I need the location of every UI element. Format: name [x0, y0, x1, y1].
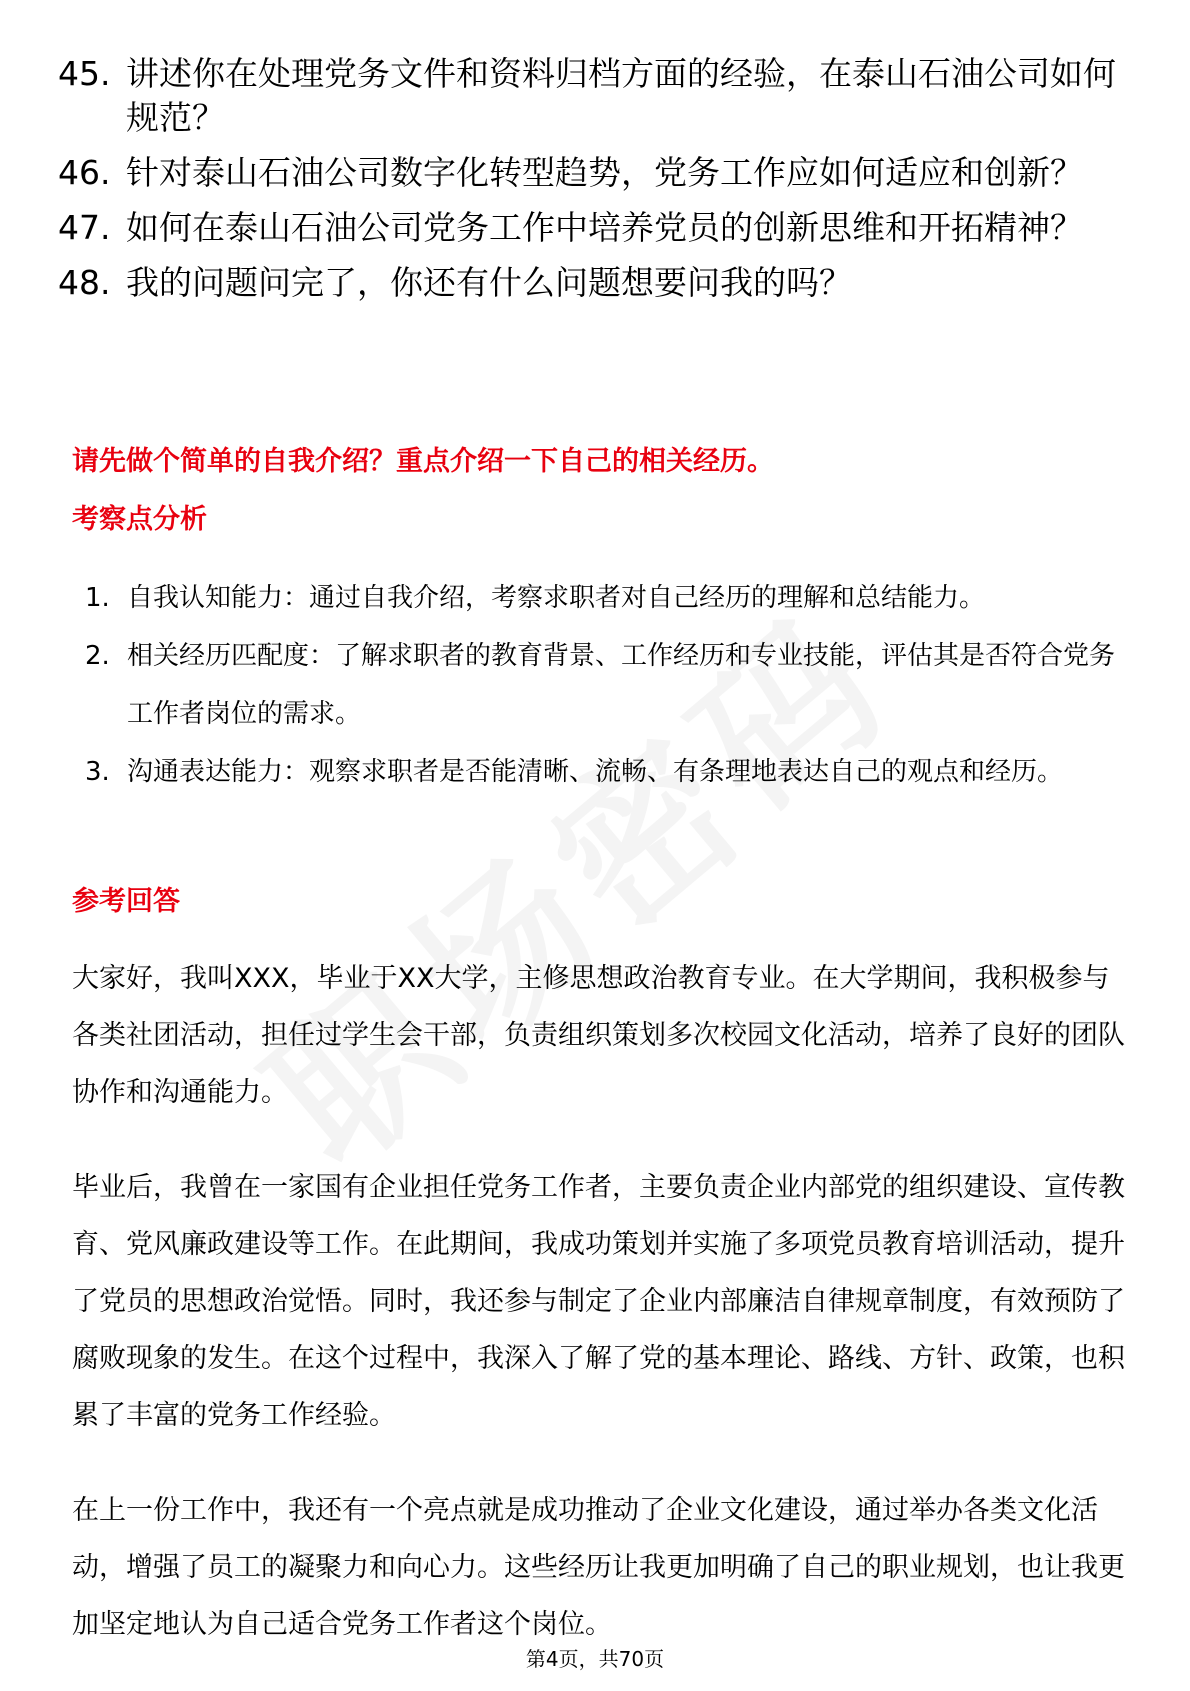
page-footer: 第4页，共70页	[525, 1647, 665, 1671]
analysis-item	[85, 569, 1125, 627]
analysis-text: 相关经历匹配度：了解求职者的教育背景、工作经历和专业技能，评估其是否符合党务工作者岗位的需求。	[127, 641, 1116, 729]
question-number: 48.	[58, 263, 111, 302]
question-text: 我的问题问完了，你还有什么问题想要问我的吗？	[126, 263, 852, 302]
analysis-item	[85, 743, 1125, 801]
interview-prompt: 请先做个简单的自我介绍？重点介绍一下自己的相关经历。	[72, 446, 774, 477]
question-number: 47.	[58, 208, 111, 247]
answer-heading: 参考回答	[72, 886, 180, 917]
question-text: 如何在泰山石油公司党务工作中培养党员的创新思维和开拓精神？	[126, 208, 1083, 247]
question-list	[58, 52, 1138, 316]
analysis-number: 3.	[85, 757, 110, 787]
question-number: 46.	[58, 153, 111, 192]
analysis-text: 沟通表达能力：观察求职者是否能清晰、流畅、有条理地表达自己的观点和经历。	[127, 757, 1064, 787]
analysis-item	[85, 627, 1125, 743]
answer-paragraph: 在上一份工作中，我还有一个亮点就是成功推动了企业文化建设，通过举办各类文化活动，增强了员工的凝聚力和向心力。这些经历让我更加明确了自己的职业规划，也让我更加坚定地认为自己适合党务工作者这个岗位。	[72, 1495, 1125, 1640]
answer-body	[72, 950, 1130, 1691]
analysis-list	[85, 569, 1125, 801]
analysis-text: 自我认知能力：通过自我介绍，考察求职者对自己经历的理解和总结能力。	[127, 583, 986, 613]
question-item	[58, 52, 1138, 140]
analysis-heading: 考察点分析	[72, 504, 207, 535]
question-item	[58, 151, 1138, 195]
answer-paragraph: 大家好，我叫XXX，毕业于XX大学，主修思想政治教育专业。在大学期间，我积极参与各类社团活动，担任过学生会干部，负责组织策划多次校园文化活动，培养了良好的团队协作和沟通能力。	[72, 963, 1125, 1108]
question-number: 45.	[58, 54, 111, 93]
analysis-number: 1.	[85, 583, 110, 613]
question-text: 讲述你在处理党务文件和资料归档方面的经验，在泰山石油公司如何规范？	[126, 54, 1116, 137]
question-item	[58, 261, 1138, 305]
analysis-number: 2.	[85, 641, 110, 671]
answer-paragraph: 毕业后，我曾在一家国有企业担任党务工作者，主要负责企业内部党的组织建设、宣传教育、党风廉政建设等工作。在此期间，我成功策划并实施了多项党员教育培训活动，提升了党员的思想政治觉悟。同时，我还参与制定了企业内部廉洁自律规章制度，有效预防了腐败现象的发生。在这个过程中，我深入了解了党的基本理论、路线、方针、政策，也积累了丰富的党务工作经验。	[72, 1172, 1125, 1431]
question-item	[58, 206, 1138, 250]
question-text: 针对泰山石油公司数字化转型趋势，党务工作应如何适应和创新？	[126, 153, 1083, 192]
